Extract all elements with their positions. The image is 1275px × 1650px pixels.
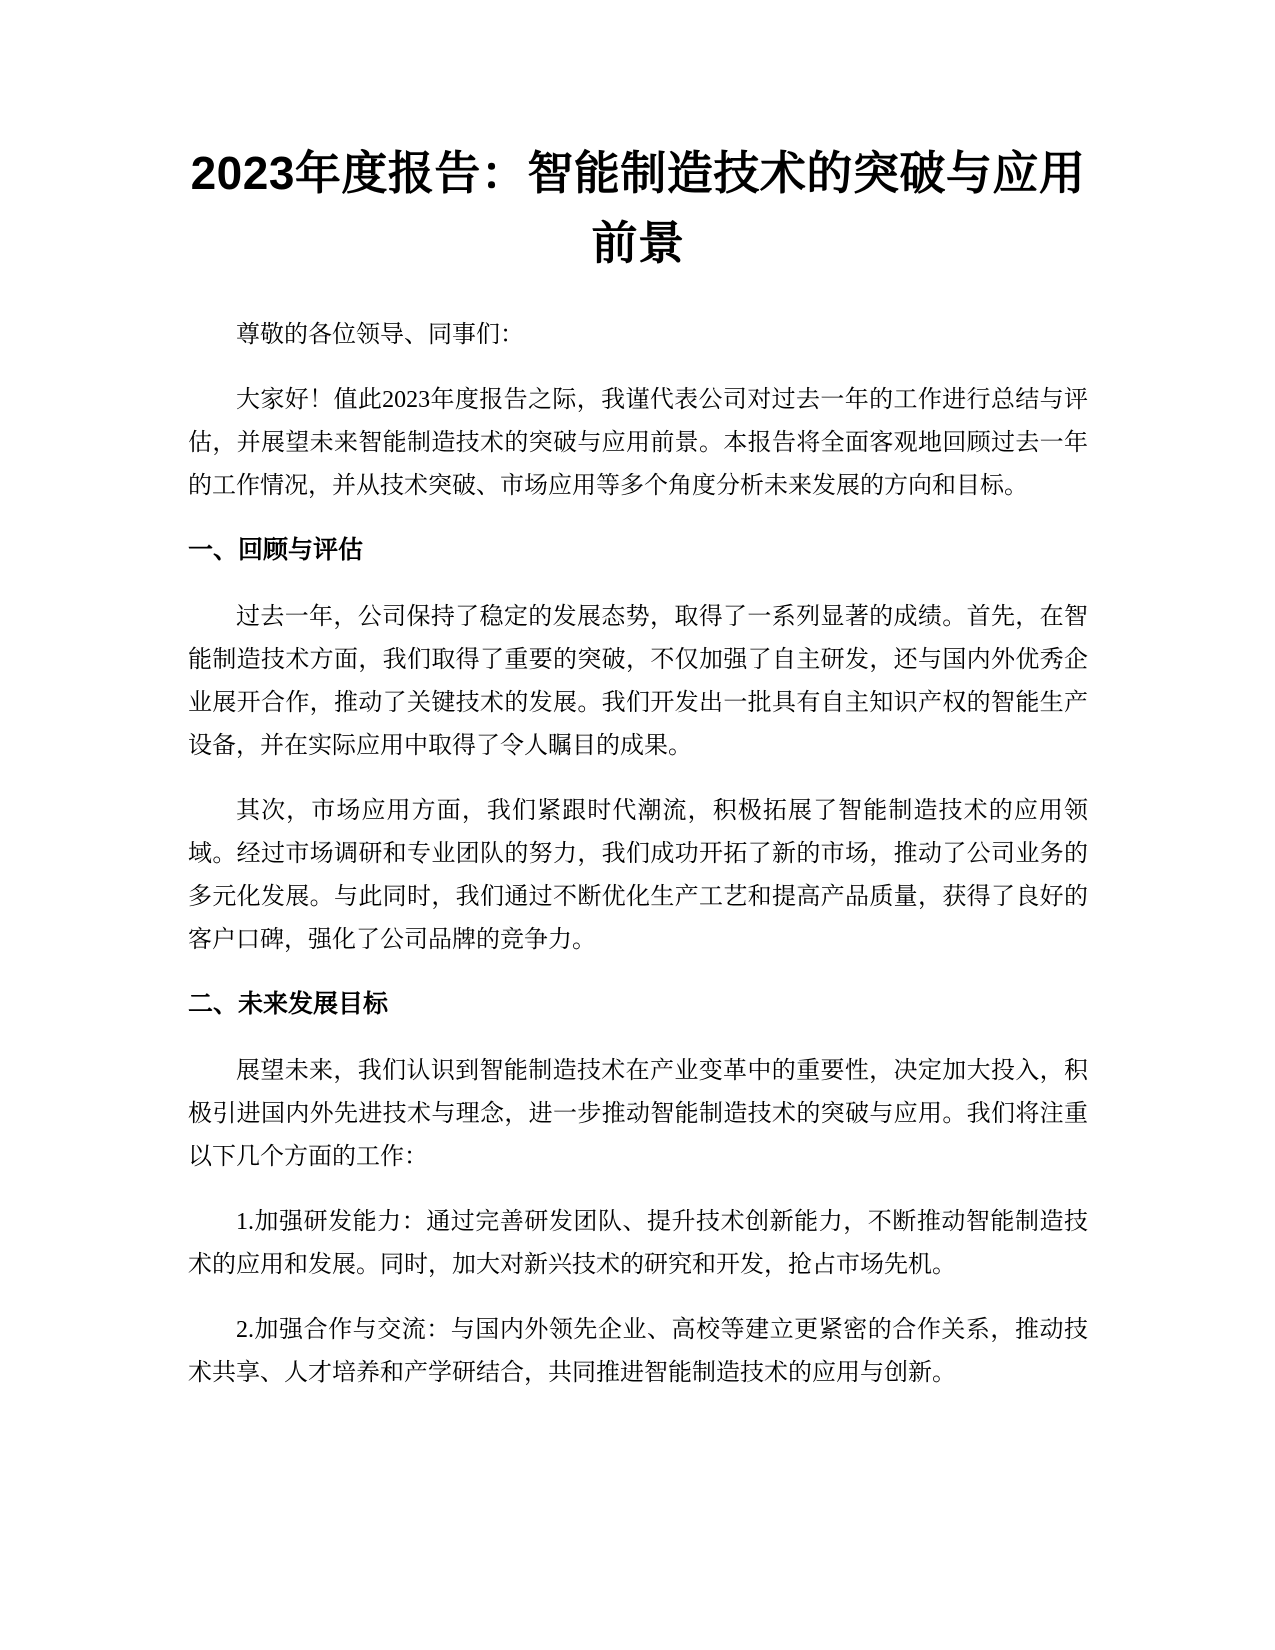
future-item-1: 1.加强研发能力：通过完善研发团队、提升技术创新能力，不断推动智能制造技术的应用和发展。同时，加大对新兴技术的研究和开发，抢占市场先机。 bbox=[188, 1209, 1088, 1278]
future-paragraph-1: 展望未来，我们认识到智能制造技术在产业变革中的重要性，决定加大投入，积极引进国内外先进技术与理念，进一步推动智能制造技术的突破与应用。我们将注重以下几个方面的工作： bbox=[188, 1058, 1088, 1170]
review-paragraph-2: 其次，市场应用方面，我们紧跟时代潮流，积极拓展了智能制造技术的应用领域。经过市场调研和专业团队的努力，我们成功开拓了新的市场，推动了公司业务的多元化发展。与此同时，我们通过不断优化生产工艺和提高产品质量，获得了良好的客户口碑，强化了公司品牌的竞争力。 bbox=[188, 798, 1088, 953]
intro-paragraph: 大家好！值此2023年度报告之际，我谨代表公司对过去一年的工作进行总结与评估，并展望未来智能制造技术的突破与应用前景。本报告将全面客观地回顾过去一年的工作情况，并从技术突破、市场应用等多个角度分析未来发展的方向和目标。 bbox=[188, 387, 1088, 499]
future-item-2: 2.加强合作与交流：与国内外领先企业、高校等建立更紧密的合作关系，推动技术共享、人才培养和产学研结合，共同推进智能制造技术的应用与创新。 bbox=[188, 1317, 1088, 1386]
document-title: 2023年度报告：智能制造技术的突破与应用前景 bbox=[190, 147, 1086, 269]
salutation: 尊敬的各位领导、同事们： bbox=[236, 322, 524, 348]
review-paragraph-1: 过去一年，公司保持了稳定的发展态势，取得了一系列显著的成绩。首先，在智能制造技术方面，我们取得了重要的突破，不仅加强了自主研发，还与国内外优秀企业展开合作，推动了关键技术的发展。我们开发出一批具有自主知识产权的智能生产设备，并在实际应用中取得了令人瞩目的成果。 bbox=[188, 604, 1088, 759]
section-heading-review: 一、回顾与评估 bbox=[188, 536, 364, 564]
section-heading-future-goals: 二、未来发展目标 bbox=[188, 990, 389, 1018]
document-page bbox=[188, 138, 1088, 1417]
